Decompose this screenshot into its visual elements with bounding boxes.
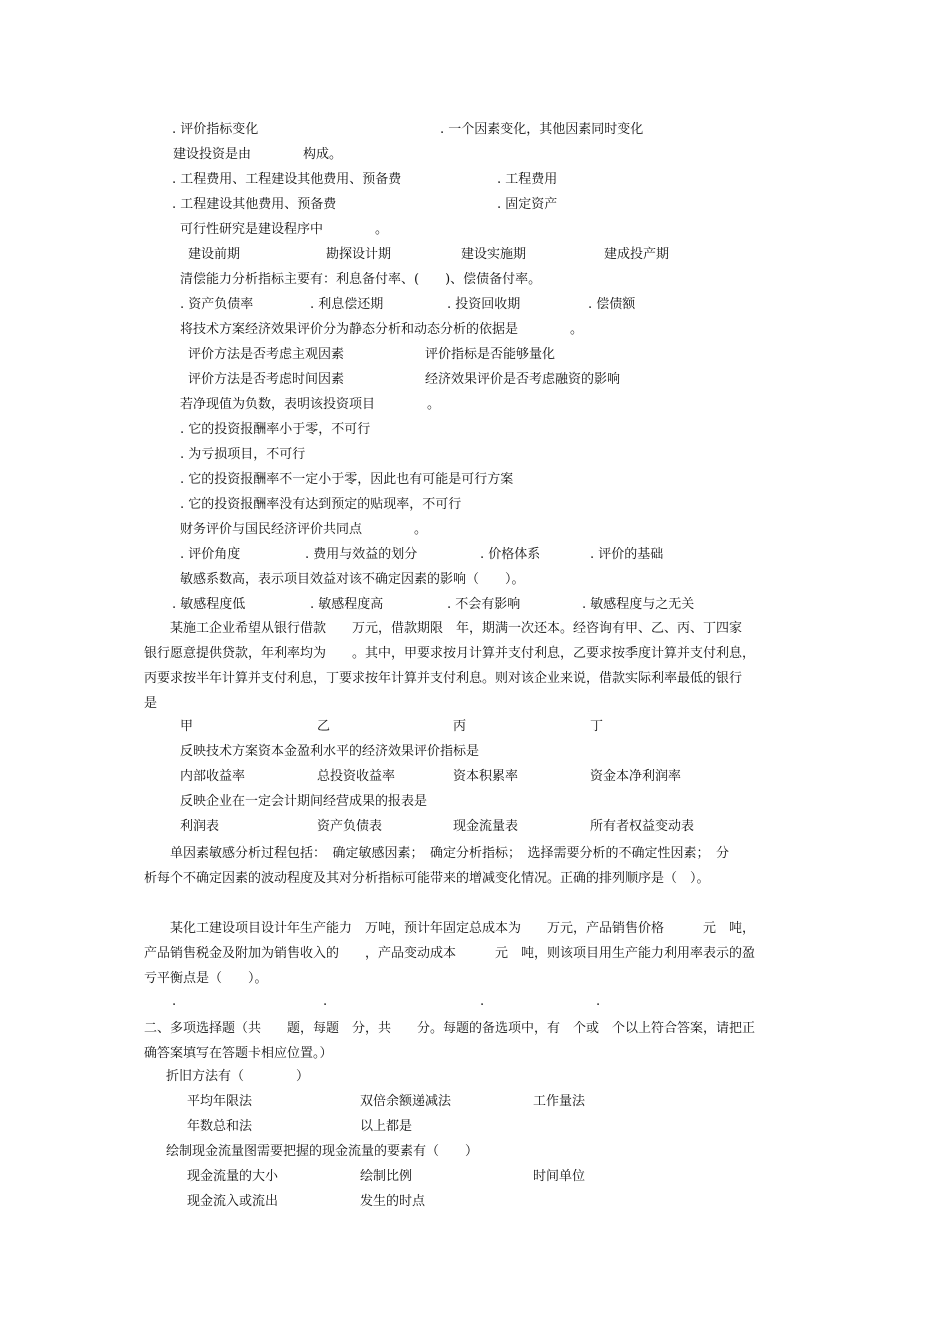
question-stem: 折旧方法有（ ）: [166, 1069, 310, 1084]
option-c: 建设实施期: [461, 247, 527, 262]
option-b: . 工程费用: [497, 172, 558, 187]
option-a: 建设前期: [188, 247, 241, 262]
option-a: .: [172, 994, 177, 1009]
option-e: 发生的时点: [360, 1194, 426, 1209]
question-stem: 可行性研究是建设程序中 。: [180, 222, 389, 237]
question-stem: 反映技术方案资本金盈利水平的经济效果评价指标是: [180, 744, 480, 759]
option-a: . 评价角度: [180, 547, 241, 562]
option-b: . 费用与效益的划分: [305, 547, 418, 562]
question-stem: 若净现值为负数，表明该投资项目 。: [180, 397, 441, 412]
option-b: . 利息偿还期: [310, 297, 384, 312]
question-stem: 绘制现金流量图需要把握的现金流量的要素有（ ）: [166, 1144, 479, 1159]
option-a: 现金流量的大小: [187, 1169, 279, 1184]
question-paragraph: [144, 916, 809, 991]
option-e: 以上都是: [360, 1119, 413, 1134]
option-a: . 敏感程度低: [172, 597, 246, 612]
option-c: . 价格体系: [480, 547, 541, 562]
option-c: 工作量法: [533, 1094, 586, 1109]
question-stem: 建设投资是由 构成。: [173, 147, 343, 162]
option-c: 现金流量表: [453, 819, 519, 834]
question-stem: 敏感系数高，表示项目效益对该不确定因素的影响（ ）。: [180, 572, 525, 587]
option-a: 平均年限法: [187, 1094, 253, 1109]
option-d: . 偿债额: [588, 297, 636, 312]
option-a: . 资产负债率: [180, 297, 254, 312]
option-b: 评价指标是否能够量化: [425, 347, 556, 362]
option-d: 所有者权益变动表: [590, 819, 695, 834]
option-d: 经济效果评价是否考虑融资的影响: [425, 372, 621, 387]
paragraph-line: 某化工建设项目设计年生产能力 万吨，预计年固定总成本为 万元，产品销售价格 元 吨，: [144, 921, 756, 936]
question-stem: 清偿能力分析指标主要有：利息备付率、( )、偿债备付率。: [180, 272, 542, 287]
option-d: 年数总和法: [187, 1119, 253, 1134]
option-c: .: [480, 994, 485, 1009]
question-stem: 反映企业在一定会计期间经营成果的报表是: [180, 794, 428, 809]
option-d: 建成投产期: [604, 247, 670, 262]
question-paragraph: [144, 616, 809, 716]
option-c: . 它的投资报酬率不一定小于零，因此也有可能是可行方案: [180, 472, 514, 487]
option-a: . 工程费用、工程建设其他费用、预备费: [172, 172, 402, 187]
option-a: 利润表: [180, 819, 220, 834]
section-heading-line: 二、多项选择题（共 题，每题 分，共 分。每题的备选项中，有 个或 个以上符合答案，请把正: [144, 1021, 756, 1036]
option-d: 资金本净利润率: [590, 769, 682, 784]
option-a: . 它的投资报酬率小于零，不可行: [180, 422, 371, 437]
option-d: . 它的投资报酬率没有达到预定的贴现率，不可行: [180, 497, 462, 512]
paragraph-line: 析每个不确定因素的波动程度及其对分析指标可能带来的增减变化情况。正确的排列顺序是（ ）。: [144, 871, 710, 886]
paragraph-line: 某施工企业希望从银行借款 万元，借款期限 年，期满一次还本。经咨询有甲、乙、丙、丁四家: [144, 621, 743, 636]
option-b: 乙: [317, 719, 331, 734]
option-a: 甲: [180, 719, 194, 734]
option-a: 内部收益率: [180, 769, 246, 784]
option-b: 双倍余额递减法: [360, 1094, 452, 1109]
option-c: 时间单位: [533, 1169, 586, 1184]
option-b: . 为亏损项目，不可行: [180, 447, 306, 462]
option-c: . 投资回收期: [447, 297, 521, 312]
paragraph-line: 是: [144, 696, 158, 711]
option-b: . 一个因素变化，其他因素同时变化: [440, 122, 644, 137]
option-b: 勘探设计期: [326, 247, 392, 262]
option-c: 资本积累率: [453, 769, 519, 784]
section-heading-line: 确答案填写在答题卡相应位置。）: [144, 1046, 333, 1061]
option-d: 丁: [590, 719, 604, 734]
paragraph-line: 银行愿意提供贷款，年利率均为 。其中，甲要求按月计算并支付利息，乙要求按季度计算并支付利息，: [144, 646, 756, 661]
option-b: . 敏感程度高: [310, 597, 384, 612]
option-b: 总投资收益率: [317, 769, 396, 784]
paragraph-line: 单因素敏感分析过程包括： 确定敏感因素； 确定分析指标； 选择需要分析的不确定性因素； 分: [144, 846, 730, 861]
option-d: . 敏感程度与之无关: [582, 597, 695, 612]
option-d: . 固定资产: [497, 197, 558, 212]
option-b: .: [323, 994, 328, 1009]
option-c: 评价方法是否考虑时间因素: [188, 372, 345, 387]
option-b: 绘制比例: [360, 1169, 413, 1184]
option-c: 丙: [453, 719, 467, 734]
section-heading: [144, 1016, 809, 1066]
option-d: . 评价的基础: [590, 547, 664, 562]
option-a: 评价方法是否考虑主观因素: [188, 347, 345, 362]
option-c: . 不会有影响: [447, 597, 521, 612]
paragraph-line: 亏平衡点是（ ）。: [144, 971, 268, 986]
question-stem: 将技术方案经济效果评价分为静态分析和动态分析的依据是 。: [180, 322, 584, 337]
option-c: . 工程建设其他费用、预备费: [172, 197, 337, 212]
question-stem: 财务评价与国民经济评价共同点 。: [180, 522, 428, 537]
option-a: . 评价指标变化: [172, 122, 259, 137]
paragraph-line: 丙要求按半年计算并支付利息，丁要求按年计算并支付利息。则对该企业来说，借款实际利率最低的银行: [144, 671, 743, 686]
question-paragraph: [144, 841, 809, 891]
option-d: 现金流入或流出: [187, 1194, 279, 1209]
paragraph-line: 产品销售税金及附加为销售收入的 ，产品变动成本 元 吨，则该项目用生产能力利用率表示的盈: [144, 946, 756, 961]
option-d: .: [596, 994, 601, 1009]
option-b: 资产负债表: [317, 819, 383, 834]
